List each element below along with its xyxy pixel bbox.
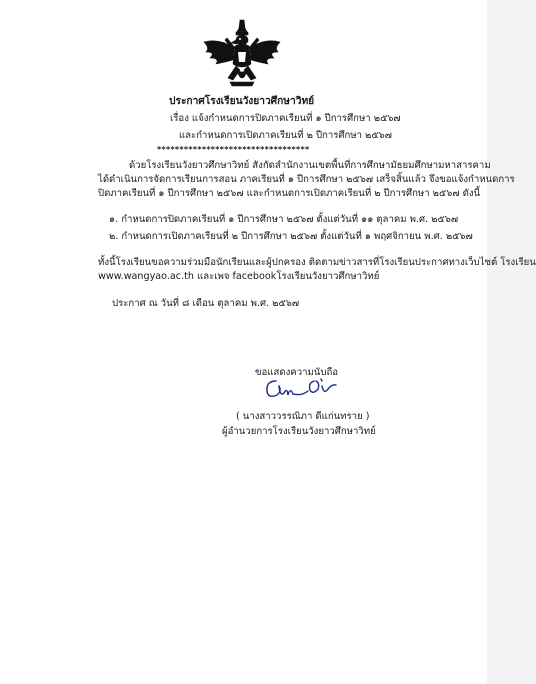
closing-text: ขอแสดงความนับถือ [255,367,339,378]
signer-position: ผู้อำนวยการโรงเรียนวังยาวศึกษาวิทย์ [222,426,376,437]
signature-mark [262,375,342,403]
paragraph-line: ปิดภาคเรียนที่ ๑ ปีการศึกษา ๒๕๖๗ และกำหนดการเปิดภาคเรียนที่ ๒ ปีการศึกษา ๒๕๖๗ ดังนี้ [98,188,481,199]
paragraph-line: ด้วยโรงเรียนวังยาวศึกษาวิทย์ สังกัดสำนักงานเขตพื้นที่การศึกษามัธยมศึกษามหาสารคาม [129,160,491,171]
subject-line: เรื่อง แจ้งกำหนดการปิดภาคเรียนที่ ๑ ปีการศึกษา ๒๕๖๗ [170,113,401,124]
signer-name: ( นางสาววรรณิภา ดีแก่นทราย ) [236,411,370,422]
announcement-date: ประกาศ ณ วันที่ ๘ เดือน ตุลาคม พ.ศ. ๒๕๖๗ [112,298,300,309]
list-item: ๒. กำหนดการเปิดภาคเรียนที่ ๒ ปีการศึกษา ๒๕๖๗ ตั้งแต่วันที่ ๑ พฤศจิกายน พ.ศ. ๒๕๖๗ [109,231,473,242]
announcement-title: ประกาศโรงเรียนวังยาวศึกษาวิทย์ [169,96,315,107]
paragraph-line: www.wangyao.ac.th และเพจ facebookโรงเรียนวังยาวศึกษาวิทย์ [98,271,380,282]
paragraph-line: ทั้งนี้โรงเรียนขอความร่วมมือนักเรียนและผู้ปกครอง ติดตามข่าวสารที่โรงเรียนประกาศทางเว็บไซต์ โรงเรียน [98,257,536,268]
subject-line: และกำหนดการเปิดภาคเรียนที่ ๒ ปีการศึกษา ๒๕๖๗ [179,130,392,141]
separator-line: ********************************** [157,145,310,154]
list-item: ๑. กำหนดการปิดภาคเรียนที่ ๑ ปีการศึกษา ๒๕๖๗ ตั้งแต่วันที่ ๑๑ ตุลาคม พ.ศ. ๒๕๖๗ [109,214,459,225]
garuda-emblem-icon [200,18,284,92]
paragraph-line: ได้ดำเนินการจัดการเรียนการสอน ภาคเรียนที่ ๑ ปีการศึกษา ๒๕๖๗ เสร็จสิ้นแล้ว จึงขอแจ้งกำหนดการ [98,174,515,185]
